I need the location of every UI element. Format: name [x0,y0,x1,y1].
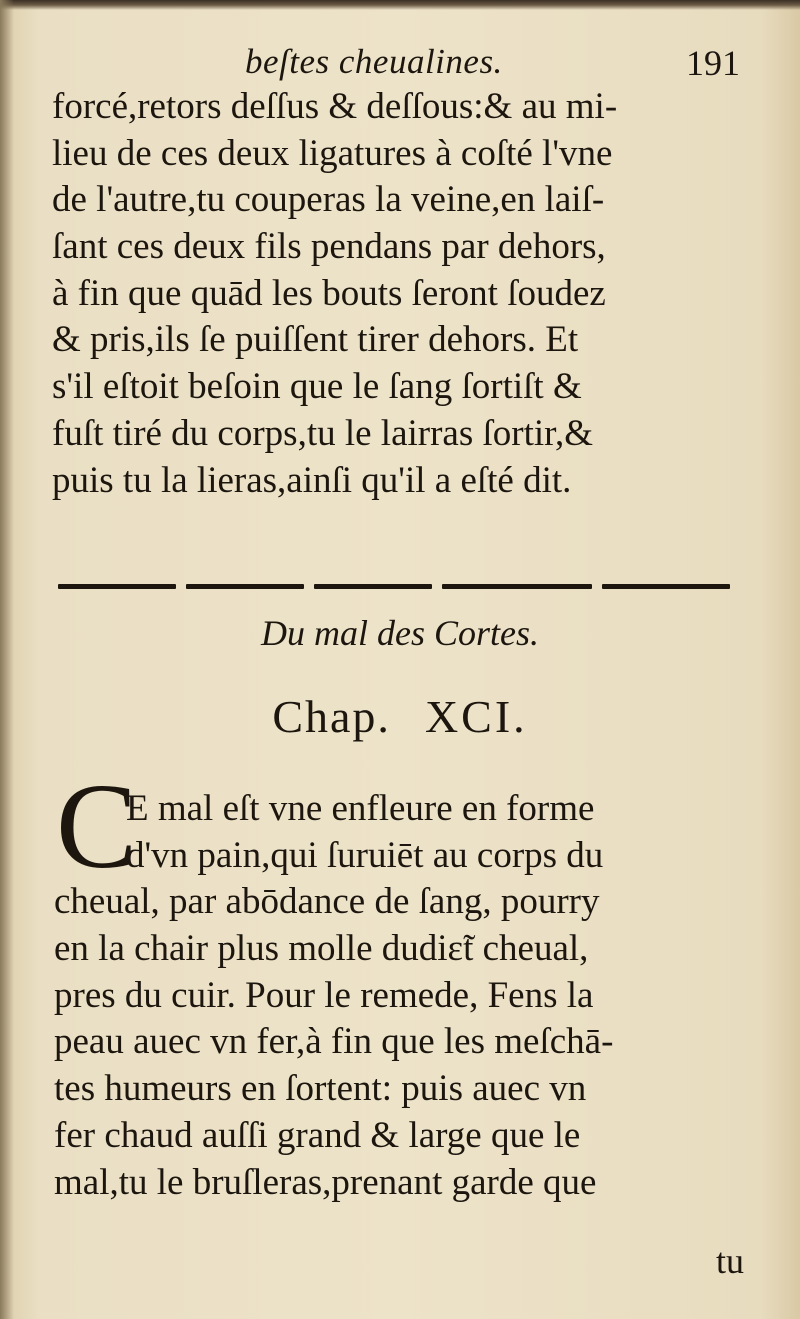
text-line: fuſt tiré du corps,tu le lairras ſortir,& [52,412,594,454]
divider-segment [602,584,730,589]
text-line: ſant ces deux fils pendans par dehors, [52,226,606,268]
section-title: Du mal des Cortes. [261,613,539,653]
drop-cap: C [56,759,138,894]
text-line: tes humeurs en ſortent: puis auec vn [54,1068,587,1110]
page-header [60,40,740,90]
text-line: en la chair plus molle dudiɛ̃t cheual, [54,928,589,970]
chapter-heading [0,690,800,743]
text-line: & pris,ils ſe puiſſent tirer dehors. Et [52,319,579,361]
text-line: fer chaud auſſi grand & large que le [54,1114,581,1156]
divider-segment [186,584,304,589]
divider-segment [442,584,592,589]
text-line: lieu de ces deux ligatures à coſté l'vne [52,132,613,174]
divider-segment [58,584,176,589]
text-line: d'vn pain,qui ſuruiēt au corps du [126,834,604,876]
page-gutter-shadow [0,0,14,1319]
text-line: mal,tu le bruſleras,prenant garde que [54,1161,597,1203]
text-line: s'il eſtoit beſoin que le ſang ſortiſt & [52,366,582,408]
text-line: cheual, par abōdance de ſang, pourry [54,881,600,923]
text-line: à fin que quād les bouts ſeront ſoudez [52,272,606,314]
chapter-paragraph [54,786,754,1206]
text-line: peau auec vn fer,à fin que les meſchā- [54,1021,614,1063]
catchword: tu [715,1241,744,1281]
chapter-number: XCI. [424,691,528,742]
running-head: beſtes cheualines. [245,42,503,81]
page-top-edge [0,0,800,10]
chapter-label: Chap. [272,691,391,742]
section-divider [58,584,730,590]
text-line: puis tu la lieras,ainſi qu'il a eſté dit. [52,459,572,501]
page-number: 191 [686,43,740,83]
text-line: E mal eſt vne enfleure en forme [126,788,595,829]
text-line: forcé,retors deſſus & deſſous:& au mi- [52,86,618,127]
continued-paragraph [52,84,752,504]
text-line: pres du cuir. Pour le remede, Fens la [54,974,594,1016]
text-line: de l'autre,tu couperas la veine,en laiſ- [52,179,605,221]
divider-segment [314,584,432,589]
